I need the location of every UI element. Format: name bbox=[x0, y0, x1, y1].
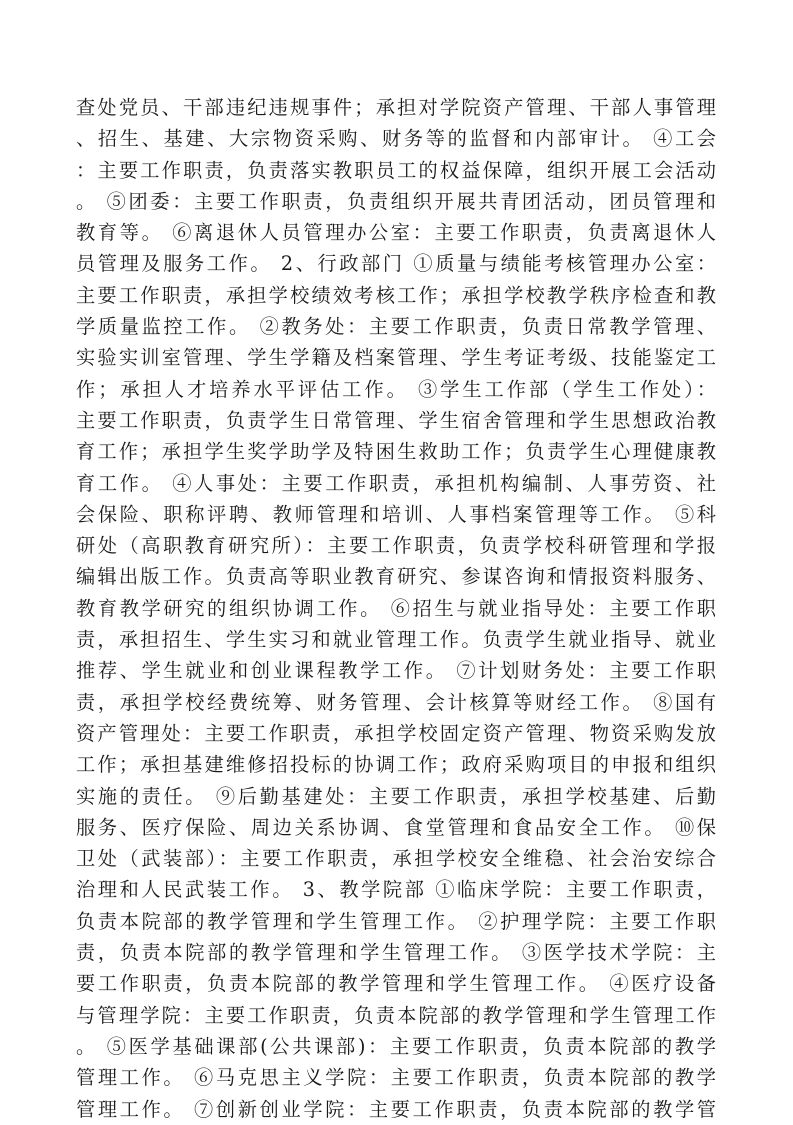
text-line: 教育教学研究的组织协调工作。 ⑥招生与就业指导处：主要工作职 bbox=[76, 596, 716, 620]
body-text bbox=[76, 92, 716, 1125]
text-line: 卫处（武装部）：主要工作职责，承担学校安全维稳、社会治安综合 bbox=[76, 847, 716, 871]
text-line: 与管理学院：主要工作职责，负责本院部的教学管理和学生管理工作 bbox=[76, 1003, 716, 1027]
text-line: 育工作。 ④人事处：主要工作职责，承担机构编制、人事劳资、社 bbox=[76, 471, 716, 495]
text-line: 查处党员、干部违纪违规事件；承担对学院资产管理、干部人事管理 bbox=[76, 96, 716, 119]
text-line: 、招生、基建、大宗物资采购、财务等的监督和内部审计。 ④工会 bbox=[76, 127, 716, 151]
text-line: 责，承担学校经费统筹、财务管理、会计核算等财经工作。 ⑧国有 bbox=[76, 690, 716, 714]
text-line: 管理工作。 ⑥马克思主义学院：主要工作职责，负责本院部的教学 bbox=[76, 1066, 716, 1090]
text-line: 推荐、学生就业和创业课程教学工作。 ⑦计划财务处：主要工作职 bbox=[76, 659, 716, 683]
text-line: 育工作；承担学生奖学助学及特困生救助工作；负责学生心理健康教 bbox=[76, 440, 716, 464]
text-line: 实验实训室管理、学生学籍及档案管理、学生考证考级、技能鉴定工 bbox=[76, 346, 716, 370]
text-line: 要工作职责，负责本院部的教学管理和学生管理工作。 ④医疗设备 bbox=[76, 972, 716, 996]
text-line: 主要工作职责，负责学生日常管理、学生宿舍管理和学生思想政治教 bbox=[76, 408, 716, 432]
text-line: 教育等。 ⑥离退休人员管理办公室：主要工作职责，负责离退休人 bbox=[76, 221, 716, 245]
text-line: 员管理及服务工作。 2、行政部门 ①质量与绩能考核管理办公室： bbox=[76, 252, 716, 276]
text-line: 编辑出版工作。负责高等职业教育研究、参谋咨询和情报资料服务、 bbox=[76, 565, 716, 589]
text-line: 工作；承担基建维修招投标的协调工作；政府采购项目的申报和组织 bbox=[76, 753, 716, 777]
text-line: 实施的责任。 ⑨后勤基建处：主要工作职责，承担学校基建、后勤 bbox=[76, 784, 716, 808]
text-line: 研处（高职教育研究所）：主要工作职责，负责学校科研管理和学报 bbox=[76, 534, 716, 558]
text-line: 治理和人民武装工作。 3、教学院部 ①临床学院：主要工作职责， bbox=[76, 878, 716, 902]
text-line: 会保险、职称评聘、教师管理和培训、人事档案管理等工作。 ⑤科 bbox=[76, 502, 716, 526]
text-line: 学质量监控工作。 ②教务处：主要工作职责，负责日常教学管理、 bbox=[76, 315, 716, 339]
text-line: 责，承担招生、学生实习和就业管理工作。负责学生就业指导、就业 bbox=[76, 628, 716, 652]
text-line: 作；承担人才培养水平评估工作。 ③学生工作部（学生工作处）： bbox=[76, 377, 716, 401]
text-line: 服务、医疗保险、周边关系协调、食堂管理和食品安全工作。 ⑩保 bbox=[76, 815, 716, 839]
text-line: 主要工作职责，承担学校绩效考核工作；承担学校教学秩序检查和教 bbox=[76, 283, 716, 307]
text-line: ：主要工作职责，负责落实教职员工的权益保障，组织开展工会活动 bbox=[76, 158, 716, 182]
text-line: 。 ⑤团委：主要工作职责，负责组织开展共青团活动，团员管理和 bbox=[76, 189, 716, 213]
text-line: 。 ⑤医学基础课部(公共课部)：主要工作职责，负责本院部的教学 bbox=[76, 1034, 716, 1058]
text-line: 资产管理处：主要工作职责，承担学校固定资产管理、物资采购发放 bbox=[76, 721, 716, 745]
text-line: 管理工作。 ⑦创新创业学院：主要工作职责，负责本院部的教学管 bbox=[76, 1097, 716, 1121]
text-line: 责，负责本院部的教学管理和学生管理工作。 ③医学技术学院：主 bbox=[76, 941, 716, 965]
text-line: 负责本院部的教学管理和学生管理工作。 ②护理学院：主要工作职 bbox=[76, 909, 716, 933]
